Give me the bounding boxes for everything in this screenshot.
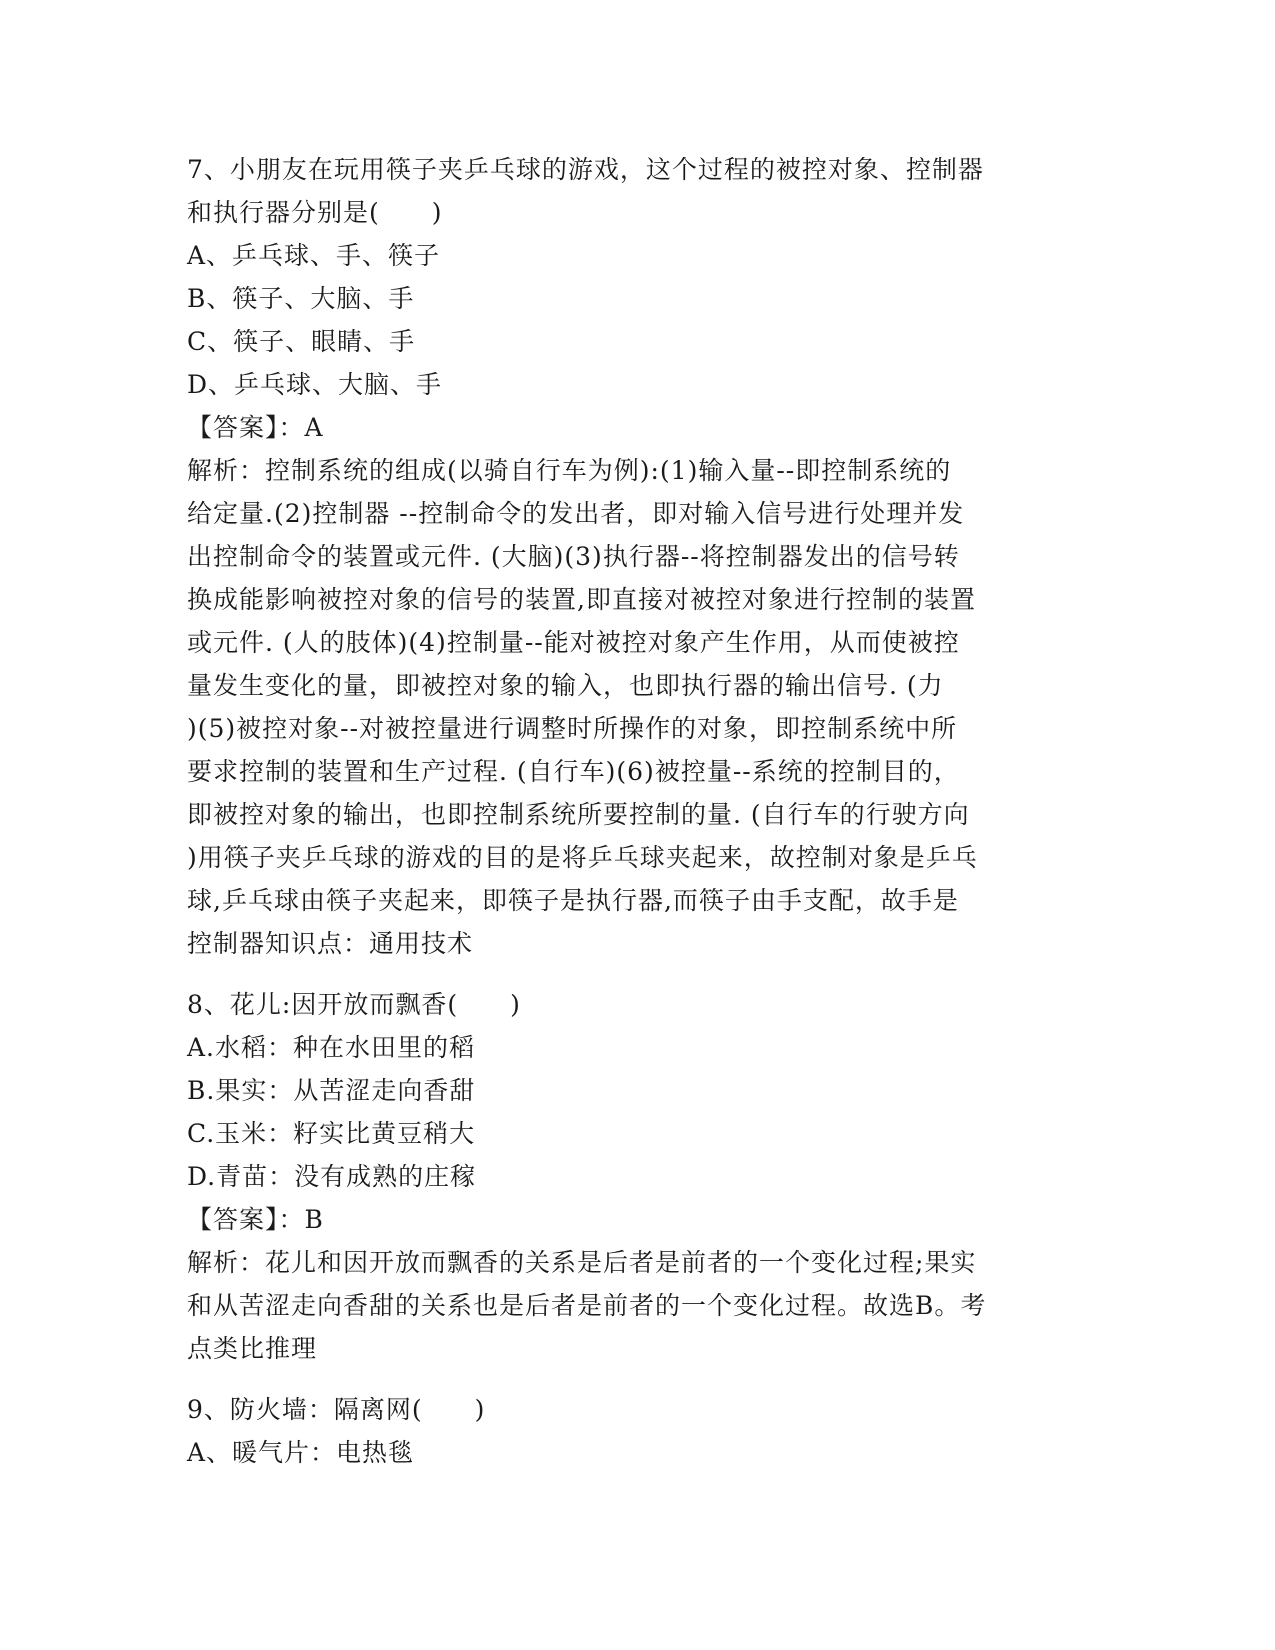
option-a: A.水稻：种在水田里的稻 <box>187 1033 476 1062</box>
document-page <box>187 148 1087 1492</box>
analysis-line: 即被控对象的输出，也即控制系统所要控制的量. (自行车的行驶方向 <box>187 800 970 829</box>
question-7 <box>187 148 1087 965</box>
analysis-line: 或元件. (人的肢体)(4)控制量--能对被控对象产生作用，从而使被控 <box>187 628 960 657</box>
option-b: B、筷子、大脑、手 <box>187 284 415 313</box>
option-c: C.玉米：籽实比黄豆稍大 <box>187 1119 476 1148</box>
analysis-line: 量发生变化的量，即被控对象的输入，也即执行器的输出信号. (力 <box>187 671 944 700</box>
analysis-line: 控制器知识点：通用技术 <box>187 929 474 958</box>
analysis-line: 解析：控制系统的组成(以骑自行车为例):(1)输入量--即控制系统的 <box>187 456 952 485</box>
option-d: D.青苗：没有成熟的庄稼 <box>187 1162 477 1191</box>
question-stem-line: 和执行器分别是( ) <box>187 198 443 227</box>
analysis-line: 球,乒乓球由筷子夹起来，即筷子是执行器,而筷子由手支配，故手是 <box>187 886 959 915</box>
option-a: A、乒乓球、手、筷子 <box>187 241 441 270</box>
analysis-line: 解析：花儿和因开放而飘香的关系是后者是前者的一个变化过程;果实 <box>187 1248 977 1277</box>
analysis-line: )用筷子夹乒乓球的游戏的目的是将乒乓球夹起来，故控制对象是乒乓 <box>187 843 978 872</box>
analysis-line: )(5)被控对象--对被控量进行调整时所操作的对象，即控制系统中所 <box>187 714 958 743</box>
analysis-line: 点类比推理 <box>187 1334 318 1363</box>
question-9 <box>187 1388 1087 1474</box>
answer-line: 【答案】：A <box>187 413 324 442</box>
option-a: A、暖气片：电热毯 <box>187 1438 415 1467</box>
analysis-line: 和从苦涩走向香甜的关系也是后者是前者的一个变化过程。故选B。考 <box>187 1291 987 1320</box>
analysis-line: 出控制命令的装置或元件. (大脑)(3)执行器--将控制器发出的信号转 <box>187 542 960 571</box>
option-b: B.果实：从苦涩走向香甜 <box>187 1076 476 1105</box>
question-8 <box>187 983 1087 1370</box>
answer-line: 【答案】：B <box>187 1205 324 1234</box>
analysis-line: 要求控制的装置和生产过程. (自行车)(6)被控量--系统的控制目的， <box>187 757 960 786</box>
analysis-line: 给定量.(2)控制器 --控制命令的发出者，即对输入信号进行处理并发 <box>187 499 965 528</box>
question-stem-line: 8、花儿:因开放而飘香( ) <box>187 990 521 1019</box>
question-stem-line: 7、小朋友在玩用筷子夹乒乓球的游戏，这个过程的被控对象、控制器 <box>187 155 984 184</box>
question-stem-line: 9、防火墙：隔离网( ) <box>187 1395 486 1424</box>
option-c: C、筷子、眼睛、手 <box>187 327 416 356</box>
analysis-line: 换成能影响被控对象的信号的装置,即直接对被控对象进行控制的装置 <box>187 585 976 614</box>
option-d: D、乒乓球、大脑、手 <box>187 370 443 399</box>
